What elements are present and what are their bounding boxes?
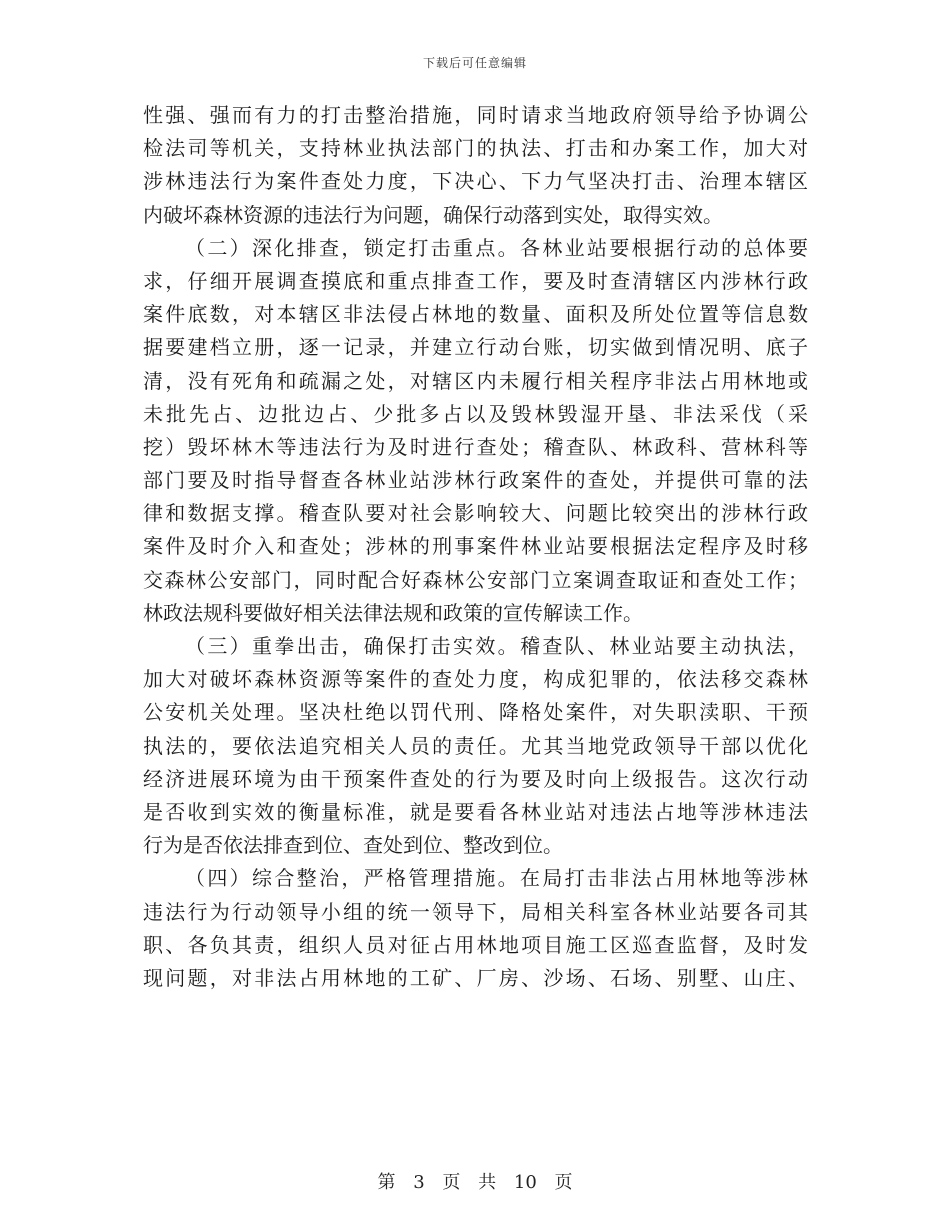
text-line: 是否收到实效的衡量标准，就是要看各林业站对违法占地等涉林违法 [143, 799, 808, 824]
footer-page-prefix: 第 [377, 1172, 396, 1193]
text-line: 挖）毁坏林木等违法行为及时进行查处；稽查队、林政科、营林科等 [143, 434, 808, 459]
text-line: 据要建档立册，逐一记录，并建立行动台账，切实做到情况明、底子 [143, 335, 808, 360]
text-line: 违法行为行动领导小组的统一领导下，局相关科室各林业站要各司其 [143, 899, 808, 924]
footer-page-suffix: 页 [554, 1172, 573, 1193]
text-line: 律和数据支撑。稽查队要对社会影响较大、问题比较突出的涉林行政 [143, 501, 808, 526]
text-line: 职、各负其责，组织人员对征占用林地项目施工区巡查监督，及时发 [143, 932, 808, 957]
text-line: 清，没有死角和疏漏之处，对辖区内未履行相关程序非法占用林地或 [143, 368, 808, 393]
text-line: （四）综合整治，严格管理措施。在局打击非法占用林地等涉林 [185, 866, 808, 891]
footer-current-page: 3 [413, 1172, 425, 1193]
text-line: 加大对破坏森林资源等案件的查处力度，构成犯罪的，依法移交森林 [143, 667, 808, 692]
text-line: 检法司等机关，支持林业执法部门的执法、打击和办案工作，加大对 [143, 136, 808, 161]
footer-total-pages: 10 [513, 1172, 537, 1193]
text-line: 涉林违法行为案件查处力度，下决心、下力气坚决打击、治理本辖区 [143, 169, 808, 194]
text-line: 公安机关处理。坚决杜绝以罚代刑、降格处案件，对失职渎职、干预 [143, 700, 808, 725]
text-line: （二）深化排查，锁定打击重点。各林业站要根据行动的总体要 [185, 235, 808, 260]
footer-total-label: 共 [478, 1172, 497, 1193]
text-line: 执法的，要依法追究相关人员的责任。尤其当地党政领导干部以优化 [143, 733, 808, 758]
document-body [143, 99, 808, 995]
text-line: 林政法规科要做好相关法律法规和政策的宣传解读工作。 [143, 600, 643, 625]
text-line: 案件及时介入和查处；涉林的刑事案件林业站要根据法定程序及时移 [143, 534, 808, 559]
text-line: 部门要及时指导督查各林业站涉林行政案件的查处，并提供可靠的法 [143, 468, 808, 493]
text-line: 现问题，对非法占用林地的工矿、厂房、沙场、石场、别墅、山庄、 [143, 965, 808, 990]
text-line: 未批先占、边批边占、少批多占以及毁林毁湿开垦、非法采伐（采 [143, 401, 808, 426]
text-line: 交森林公安部门，同时配合好森林公安部门立案调查取证和查处工作； [143, 567, 808, 592]
text-line: 求，仔细开展调查摸底和重点排查工作，要及时查清辖区内涉林行政 [143, 268, 808, 293]
text-line: （三）重拳出击，确保打击实效。稽查队、林业站要主动执法， [185, 634, 808, 658]
text-line: 行为是否依法排查到位、查处到位、整改到位。 [143, 833, 563, 858]
page-header: 下载后可任意编辑 [422, 56, 527, 70]
footer-page-mid: 页 [442, 1172, 461, 1193]
text-line: 性强、强而有力的打击整治措施，同时请求当地政府领导给予协调公 [143, 103, 808, 127]
page-footer [0, 1168, 950, 1194]
text-line: 经济进展环境为由干预案件查处的行为要及时向上级报告。这次行动 [143, 766, 808, 791]
text-line: 内破坏森林资源的违法行为问题，确保行动落到实处，取得实效。 [143, 202, 723, 227]
text-line: 案件底数，对本辖区非法侵占林地的数量、面积及所处位置等信息数 [143, 302, 808, 327]
